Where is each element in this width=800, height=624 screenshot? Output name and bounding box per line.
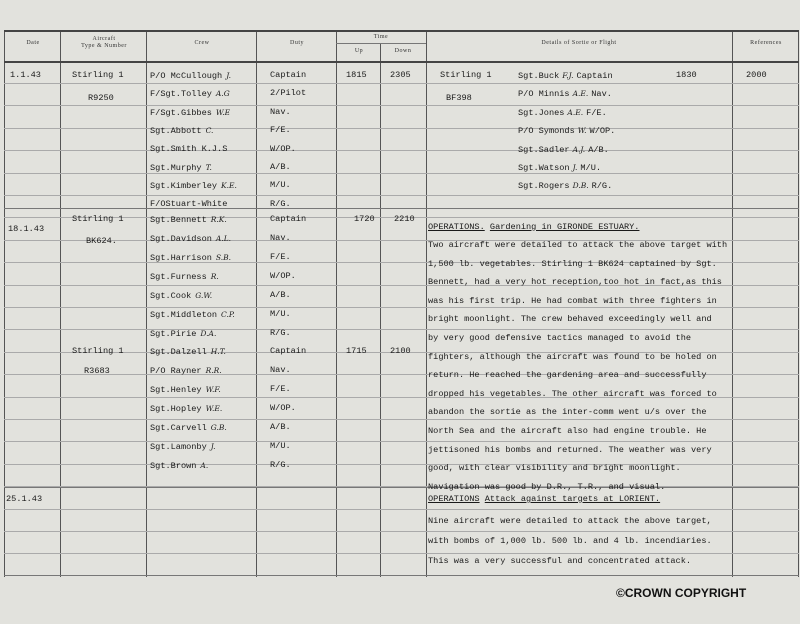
row-rule [4, 553, 799, 554]
row-rule [4, 419, 799, 420]
crew-member-name: Sgt.Kimberley K.E. [150, 181, 237, 192]
crew-member-name: Sgt.Henley W.F. [150, 385, 221, 395]
second-crew-member: Sgt.Buck F.J. Captain [518, 71, 613, 81]
crew-member-duty: M/U. [270, 309, 291, 319]
narrative2-line: with bombs of 1,000 lb. 500 lb. and 4 lb. incendiaries. [428, 536, 712, 546]
column-rule [426, 30, 427, 577]
crew-member-duty: W/OP. [270, 403, 296, 413]
crew-initials-handwritten: A. [200, 461, 209, 470]
crew-member-duty: F/E. [270, 384, 291, 394]
narrative1-line: Navigation was good by D.R., T.R., and visual. [428, 481, 666, 492]
crew-member-duty: F/E. [270, 125, 291, 136]
crew-member-name: Sgt.Pirie D.A. [150, 329, 217, 339]
entry1-time-up: 1815 [346, 70, 367, 80]
crew-initials-handwritten: C.P. [221, 310, 235, 319]
crew-member-name: Sgt.Middleton C.P. [150, 310, 235, 320]
header-aircraft-line2: Type & Number [81, 43, 127, 49]
crew-member-name: P/O Rayner R.R. [150, 366, 222, 376]
narrative1-line: dropped his vegetables. The other aircraft was forced to [428, 388, 717, 399]
crew-initials-handwritten: J. [226, 71, 232, 80]
crew-member-duty: R/G. [270, 198, 291, 209]
copyright-notice: ©CROWN COPYRIGHT [616, 586, 747, 600]
narrative2-line: This was a very successful and concentrated attack. [428, 556, 692, 566]
second-crew-duty: Nav. [591, 89, 612, 100]
entry3-time-down: 2100 [390, 346, 411, 356]
second-crew-member: Sgt.Jones A.E. F/E. [518, 107, 607, 118]
crew-member-name: Sgt.Cook G.W. [150, 291, 213, 301]
second-crew-duty: M/U. [580, 163, 602, 173]
crew-initials-handwritten: R. [210, 272, 219, 281]
narrative1-line: 1,500 lb. vegetables. Stirling 1 BK624 captained by Sgt. [428, 258, 717, 269]
narrative1-line: Bennett, had a very hot reception,too hot in fact,as this [428, 277, 722, 288]
narrative1-line: was his first trip. He had combat with three fighters in [428, 295, 717, 306]
entry2-time-down: 2210 [394, 214, 415, 224]
crew-initials-handwritten: T. [205, 163, 212, 172]
second-crew-duty: R/G. [591, 181, 613, 192]
crew-initials-handwritten: J. [572, 163, 578, 172]
entry3-aircraft: Stirling 1 [72, 346, 124, 356]
column-rule [336, 30, 337, 577]
crew-member-duty: M/U. [270, 180, 291, 191]
crew-initials-handwritten: D.A. [200, 329, 217, 338]
crew-initials-handwritten: R.R. [205, 366, 222, 375]
narrative1-line: North Sea and the aircraft also had engine trouble. He [428, 426, 707, 436]
crew-initials-handwritten: A.J. [572, 144, 586, 154]
crew-initials-handwritten: A.G [215, 89, 230, 99]
crew-member-name: Sgt.Brown A. [150, 461, 209, 471]
crew-member-name: Sgt.Murphy T. [150, 163, 212, 173]
entry2-serial: BK624. [86, 236, 117, 246]
crew-initials-handwritten: K.E. [221, 181, 237, 191]
crew-member-name: Sgt.Hopley W.E. [150, 404, 223, 414]
column-rule [60, 30, 61, 577]
row-rule [4, 150, 799, 151]
crew-initials-handwritten: S.B. [215, 253, 232, 262]
second-crew-member: P/O Minnis A.E. Nav. [518, 89, 612, 100]
crew-member-duty: Nav. [270, 233, 291, 243]
crew-member-name: P/O McCullough J. [150, 71, 232, 81]
entry1-aircraft: Stirling 1 [72, 70, 124, 80]
narrative2-line: Nine aircraft were detailed to attack the above target, [428, 516, 712, 526]
header-time: Time [373, 34, 389, 40]
crew-member-duty: W/OP. [270, 271, 296, 281]
crew-member-duty: R/G. [270, 328, 291, 338]
header-duty: Duty [290, 40, 304, 46]
crew-member-duty: R/G. [270, 460, 291, 470]
crew-initials-handwritten: J. [210, 442, 216, 451]
header-details: Details of Sortie or Flight [541, 40, 617, 46]
second-crew-member: P/O Symonds W. W/OP. [518, 126, 616, 137]
row-rule [4, 61, 799, 63]
row-rule [4, 173, 799, 174]
crew-initials-handwritten: W. [577, 126, 587, 136]
column-rule [256, 30, 257, 577]
row-rule [4, 208, 799, 209]
narrative1-line: fighters, although the aircraft was found to be holed on [428, 351, 717, 362]
crew-member-duty: Captain [270, 70, 307, 80]
narrative1-line: jettisoned his bombs and returned. The weather was very [428, 444, 712, 455]
row-rule [4, 487, 799, 488]
crew-member-name: F/Sgt.Gibbes W.E [150, 107, 231, 118]
second-crew-duty: W/OP. [589, 126, 616, 137]
crew-member-duty: A/B. [270, 162, 291, 172]
crew-member-duty: A/B. [270, 290, 291, 300]
column-rule [4, 30, 5, 577]
crew-member-name: Sgt.Abbott C. [150, 126, 214, 137]
row-rule [4, 531, 799, 532]
header-aircraft [62, 36, 146, 50]
crew-member-name: Sgt.Furness R. [150, 272, 219, 282]
second-crew-duty: F/E. [586, 107, 607, 118]
crew-initials-handwritten: D.B. [572, 181, 589, 191]
second-crew-member: Sgt.Watson J. M/U. [518, 163, 602, 173]
row-rule [4, 509, 799, 510]
entry3-serial: R3683 [84, 366, 110, 376]
header-time-up: Up [354, 48, 364, 54]
row-rule [4, 441, 799, 442]
second-crew-member: Sgt.Rogers D.B. R/G. [518, 181, 613, 192]
narrative1-line: by very good defensive tactics managed to avoid the [428, 333, 692, 343]
crew-member-name: Sgt.Davidson A.L. [150, 234, 232, 244]
crew-member-duty: W/OP. [270, 143, 296, 154]
crew-initials-handwritten: R.K. [210, 215, 227, 224]
row-rule [4, 128, 799, 129]
crew-initials-handwritten: A.E. [567, 107, 584, 117]
row-rule [336, 43, 426, 44]
row-rule [4, 30, 799, 32]
narrative1-line: bright moonlight. The crew behaved exceedingly well and [428, 314, 712, 325]
column-rule [798, 30, 799, 577]
entry1-date: 1.1.43 [10, 70, 41, 80]
row-rule [4, 83, 799, 84]
crew-member-duty: M/U. [270, 441, 291, 451]
narrative2-heading-label: OPERATIONS [428, 494, 480, 504]
narrative2-heading [428, 494, 660, 505]
crew-initials-handwritten: W.F. [205, 385, 221, 394]
narrative2-heading-text: Attack against targets at LORIENT. [484, 494, 661, 504]
entry1-second-serial: BF398 [446, 93, 472, 103]
narrative1-line: good, with clear visibility and bright moonlight. [428, 463, 681, 474]
crew-member-name: Sgt.Bennett R.K. [150, 215, 227, 225]
entry2-time-up: 1720 [354, 214, 375, 224]
header-time-down: Down [394, 48, 412, 54]
crew-member-duty: Captain [270, 214, 307, 224]
crew-initials-handwritten: W.E. [205, 404, 223, 413]
narrative1-heading-text: Gardening in GIRONDE ESTUARY. [489, 222, 640, 232]
narrative1-line: return. He reached the gardening area and successfully [428, 370, 707, 381]
crew-initials-handwritten: W.E [215, 107, 231, 117]
entry3-time-up: 1715 [346, 346, 367, 356]
crew-initials-handwritten: G.W. [195, 291, 213, 300]
crew-member-name: Sgt.Carvell G.B. [150, 423, 227, 433]
crew-member-duty: Nav. [270, 365, 291, 375]
crew-member-name: F/OStuart-White [150, 198, 228, 209]
entry1-serial: R9250 [88, 93, 114, 103]
narrative1-heading [428, 222, 639, 233]
narrative1-line: abandon the sortie as the inter-comm went u/s over the [428, 407, 707, 418]
crew-initials-handwritten: G.B. [210, 423, 227, 432]
header-crew: Crew [194, 40, 210, 46]
narrative1-line: Two aircraft were detailed to attack the above target with [428, 240, 728, 250]
crew-initials-handwritten: C. [205, 126, 214, 136]
row-rule [4, 105, 799, 106]
row-rule [4, 329, 799, 330]
crew-member-name: Sgt.Dalzell H.T. [150, 347, 226, 357]
entry2-date: 18.1.43 [8, 224, 45, 234]
column-rule [380, 43, 381, 577]
crew-member-name: F/Sgt.Tolley A.G [150, 89, 230, 100]
second-crew-duty: A/B. [588, 144, 609, 155]
header-date: Date [26, 40, 40, 46]
crew-member-duty: 2/Pilot [270, 88, 307, 99]
entry1-second-time: 1830 [676, 70, 697, 80]
crew-member-name: Sgt.Smith K.J.S [150, 143, 228, 154]
entry4-date: 25.1.43 [6, 494, 43, 504]
crew-initials-handwritten: H.T. [210, 347, 226, 356]
narrative1-heading-label: OPERATIONS. [428, 222, 485, 232]
header-aircraft-line1: Aircraft [92, 36, 116, 42]
row-rule [4, 195, 799, 196]
column-rule [732, 30, 733, 577]
row-rule [4, 307, 799, 308]
crew-initials-handwritten: F.J. [562, 71, 574, 80]
second-crew-member: Sgt.Sadler A.J. A/B. [518, 144, 609, 155]
entry1-time-down: 2305 [390, 70, 411, 80]
crew-member-duty: A/B. [270, 422, 291, 432]
header-references: References [750, 40, 782, 46]
second-crew-duty: Captain [576, 71, 613, 81]
crew-member-name: Sgt.Lamonby J. [150, 442, 216, 452]
column-rule [146, 30, 147, 577]
crew-member-duty: Captain [270, 346, 307, 356]
entry1-reference: 2000 [746, 70, 767, 80]
entry1-second-type: Stirling 1 [440, 70, 492, 80]
row-rule [4, 575, 799, 576]
crew-initials-handwritten: A.E. [572, 89, 589, 99]
crew-member-duty: F/E. [270, 252, 291, 262]
crew-initials-handwritten: A.L. [215, 234, 232, 243]
crew-member-duty: Nav. [270, 106, 291, 117]
entry2-aircraft: Stirling 1 [72, 214, 124, 224]
crew-member-name: Sgt.Harrison S.B. [150, 253, 232, 263]
